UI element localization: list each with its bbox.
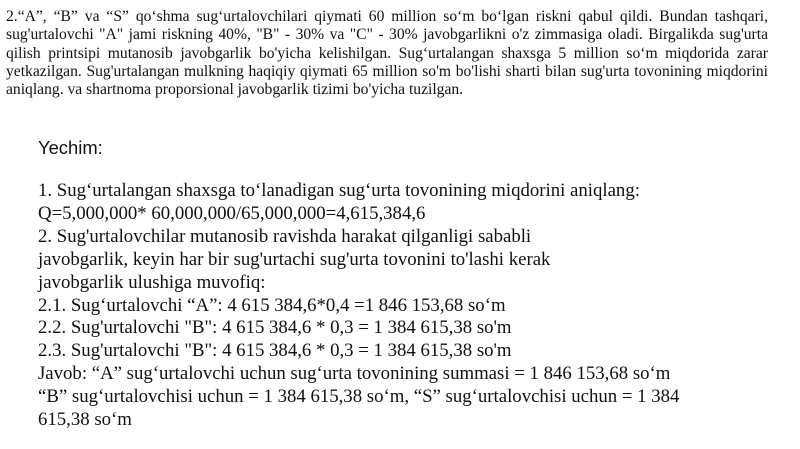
solution-line: javobgarlik ulushiga muvofiq: (38, 271, 266, 293)
solution-line: 1. Sug‘urtalangan shaxsga to‘lanadigan sug‘urta tovonining miqdorini aniqlang: (38, 180, 640, 201)
solution-line: Q=5,000,000* 60,000,000/65,000,000=4,615,384,6 (38, 202, 426, 224)
solution-heading: Yechim: (38, 137, 103, 158)
solution-lines (38, 180, 778, 432)
answer-line: “B” sug‘urtalovchisi uchun = 1 384 615,38 so‘m, “S” sug‘urtalovchisi uchun = 1 384 (38, 386, 680, 408)
solution-line: 2.2. Sug'urtalovchi "B": 4 615 384,6 * 0,3 = 1 384 615,38 so'm (38, 317, 512, 339)
solution-line: 2. Sug'urtalovchilar mutanosib ravishda harakat qilganligi sababli (38, 225, 532, 247)
problem-statement: 2.“A”, “B” va “S” qo‘shma sug‘urtalovchilari qiymati 60 million so‘m bo‘lgan riskni qabul qildi. Bundan tashqari, sug'urtalovchi "A" jami riskning 40%, "B" - 30% va "C" - 30% javobgarlikni o'z zimmasiga oladi. Birgalikda sug'urta qilish printsipi mutanosib javobgarlik bo'yicha kelishilgan. Sug‘urtalangan shaxsga 5 million so‘m miqdorida zarar yetkazilgan. Sug'urtalangan mulkning haqiqiy qiymati 65 million so'm bo'lishi sharti bilan sug'urta tovonining miqdorini aniqlang. va shartnoma proporsional javobgarlik tizimi bo'yicha tuzilgan. (6, 8, 768, 99)
solution-line: javobgarlik, keyin har bir sug'urtachi sug'urta tovonini to'lashi kerak (38, 248, 551, 270)
solution-line: 2.3. Sug'urtalovchi "B": 4 615 384,6 * 0,3 = 1 384 615,38 so'm (38, 340, 512, 362)
answer-line: Javob: “A” sug‘urtalovchi uchun sug‘urta tovonining summasi = 1 846 153,68 so‘m (38, 363, 671, 385)
answer-line: 615,38 so‘m (38, 409, 132, 431)
solution-line: 2.1. Sug‘urtalovchi “A”: 4 615 384,6*0,4 =1 846 153,68 so‘m (38, 294, 506, 316)
